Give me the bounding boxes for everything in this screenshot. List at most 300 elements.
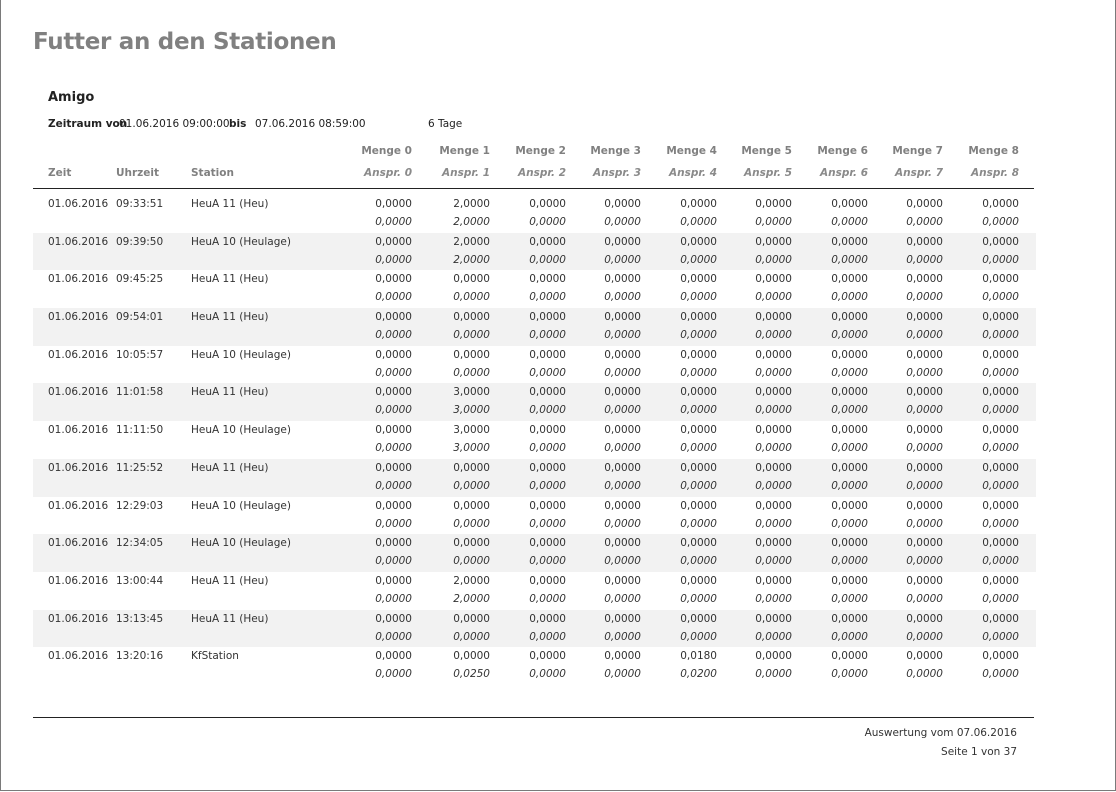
table-row — [33, 195, 1036, 233]
cell-anspr-4: 0,0000 — [680, 404, 717, 417]
cell-menge-1: 0,0000 — [453, 273, 490, 286]
cell-menge-3: 0,0000 — [604, 574, 641, 587]
cell-menge-5: 0,0000 — [755, 235, 792, 248]
cell-anspr-1: 0,0000 — [453, 479, 490, 492]
cell-anspr-5: 0,0000 — [755, 216, 792, 228]
cell-time: 09:39:50 — [116, 235, 164, 248]
cell-anspr-1: 0,0000 — [453, 291, 490, 304]
cell-anspr-1: 2,0000 — [453, 592, 490, 605]
cell-menge-2: 0,0000 — [529, 537, 566, 550]
cell-menge-4: 0,0000 — [680, 348, 717, 361]
cell-menge-2: 0,0000 — [529, 311, 566, 324]
cell-anspr-6: 0,0000 — [831, 668, 868, 681]
cell-menge-5: 0,0000 — [755, 461, 792, 474]
cell-anspr-3: 0,0000 — [604, 329, 641, 342]
cell-time: 13:13:45 — [116, 612, 164, 625]
cell-anspr-6: 0,0000 — [831, 442, 868, 455]
cell-anspr-7: 0,0000 — [906, 366, 943, 379]
cell-menge-1: 3,0000 — [453, 386, 490, 399]
cell-anspr-5: 0,0000 — [755, 517, 792, 530]
col-header-anspr-7: Anspr. 7 — [895, 167, 943, 179]
table-row — [33, 534, 1036, 572]
cell-menge-2: 0,0000 — [529, 612, 566, 625]
cell-anspr-8: 0,0000 — [982, 517, 1019, 530]
cell-menge-0: 0,0000 — [375, 574, 412, 587]
cell-menge-8: 0,0000 — [982, 650, 1019, 663]
cell-menge-0: 0,0000 — [375, 348, 412, 361]
cell-menge-1: 0,0000 — [453, 461, 490, 474]
cell-anspr-1: 0,0250 — [453, 668, 490, 681]
cell-anspr-4: 0,0000 — [680, 630, 717, 643]
cell-menge-1: 0,0000 — [453, 499, 490, 512]
cell-anspr-5: 0,0000 — [755, 253, 792, 266]
cell-menge-7: 0,0000 — [906, 537, 943, 550]
cell-menge-5: 0,0000 — [755, 574, 792, 587]
cell-anspr-6: 0,0000 — [831, 592, 868, 605]
table-row — [33, 383, 1036, 421]
table-row — [33, 233, 1036, 271]
cell-anspr-5: 0,0000 — [755, 592, 792, 605]
cell-anspr-7: 0,0000 — [906, 517, 943, 530]
cell-menge-0: 0,0000 — [375, 499, 412, 512]
cell-menge-0: 0,0000 — [375, 235, 412, 248]
cell-anspr-4: 0,0200 — [680, 668, 717, 681]
cell-anspr-0: 0,0000 — [375, 442, 412, 455]
cell-menge-0: 0,0000 — [375, 537, 412, 550]
cell-menge-5: 0,0000 — [755, 311, 792, 324]
cell-station: HeuA 10 (Heulage) — [191, 424, 291, 437]
cell-menge-7: 0,0000 — [906, 273, 943, 286]
cell-anspr-2: 0,0000 — [529, 479, 566, 492]
cell-menge-7: 0,0000 — [906, 311, 943, 324]
animal-name: Amigo — [48, 90, 95, 105]
cell-anspr-6: 0,0000 — [831, 366, 868, 379]
cell-anspr-4: 0,0000 — [680, 479, 717, 492]
cell-time: 10:05:57 — [116, 348, 164, 361]
cell-menge-0: 0,0000 — [375, 461, 412, 474]
cell-menge-5: 0,0000 — [755, 386, 792, 399]
cell-anspr-1: 0,0000 — [453, 555, 490, 568]
table-row — [33, 459, 1036, 497]
cell-menge-0: 0,0000 — [375, 650, 412, 663]
table-row — [33, 647, 1036, 685]
cell-anspr-2: 0,0000 — [529, 366, 566, 379]
col-header-anspr-0: Anspr. 0 — [364, 167, 412, 179]
cell-anspr-6: 0,0000 — [831, 329, 868, 342]
cell-date: 01.06.2016 — [48, 235, 109, 248]
cell-anspr-5: 0,0000 — [755, 366, 792, 379]
cell-anspr-7: 0,0000 — [906, 216, 943, 228]
cell-menge-0: 0,0000 — [375, 311, 412, 324]
cell-anspr-3: 0,0000 — [604, 404, 641, 417]
table-row — [33, 346, 1036, 384]
cell-menge-8: 0,0000 — [982, 574, 1019, 587]
cell-anspr-1: 0,0000 — [453, 366, 490, 379]
cell-menge-3: 0,0000 — [604, 424, 641, 437]
cell-anspr-3: 0,0000 — [604, 479, 641, 492]
cell-anspr-3: 0,0000 — [604, 216, 641, 228]
cell-menge-3: 0,0000 — [604, 198, 641, 210]
cell-menge-7: 0,0000 — [906, 235, 943, 248]
cell-anspr-6: 0,0000 — [831, 216, 868, 228]
cell-anspr-2: 0,0000 — [529, 668, 566, 681]
cell-anspr-3: 0,0000 — [604, 592, 641, 605]
cell-anspr-3: 0,0000 — [604, 668, 641, 681]
col-header-menge-0: Menge 0 — [361, 145, 412, 157]
cell-anspr-7: 0,0000 — [906, 630, 943, 643]
cell-anspr-4: 0,0000 — [680, 517, 717, 530]
cell-menge-6: 0,0000 — [831, 461, 868, 474]
cell-menge-2: 0,0000 — [529, 650, 566, 663]
cell-anspr-8: 0,0000 — [982, 555, 1019, 568]
cell-menge-7: 0,0000 — [906, 386, 943, 399]
cell-anspr-4: 0,0000 — [680, 329, 717, 342]
cell-anspr-4: 0,0000 — [680, 291, 717, 304]
cell-anspr-0: 0,0000 — [375, 668, 412, 681]
evaluation-date: Auswertung vom 07.06.2016 — [864, 727, 1017, 739]
cell-anspr-2: 0,0000 — [529, 442, 566, 455]
cell-anspr-0: 0,0000 — [375, 253, 412, 266]
cell-anspr-8: 0,0000 — [982, 253, 1019, 266]
cell-anspr-0: 0,0000 — [375, 366, 412, 379]
cell-station: HeuA 11 (Heu) — [191, 612, 269, 625]
table-row — [33, 270, 1036, 308]
col-header-anspr-1: Anspr. 1 — [442, 167, 490, 179]
cell-station: HeuA 11 (Heu) — [191, 273, 269, 286]
cell-date: 01.06.2016 — [48, 348, 109, 361]
cell-anspr-8: 0,0000 — [982, 366, 1019, 379]
cell-anspr-1: 3,0000 — [453, 442, 490, 455]
cell-date: 01.06.2016 — [48, 612, 109, 625]
cell-anspr-8: 0,0000 — [982, 404, 1019, 417]
cell-menge-2: 0,0000 — [529, 461, 566, 474]
cell-anspr-5: 0,0000 — [755, 479, 792, 492]
cell-menge-4: 0,0000 — [680, 612, 717, 625]
cell-anspr-6: 0,0000 — [831, 555, 868, 568]
cell-date: 01.06.2016 — [48, 499, 109, 512]
cell-menge-1: 2,0000 — [453, 574, 490, 587]
cell-anspr-6: 0,0000 — [831, 291, 868, 304]
cell-time: 11:25:52 — [116, 461, 164, 474]
cell-anspr-7: 0,0000 — [906, 404, 943, 417]
cell-date: 01.06.2016 — [48, 461, 109, 474]
cell-anspr-4: 0,0000 — [680, 366, 717, 379]
data-table-body — [33, 195, 1036, 685]
cell-station: HeuA 10 (Heulage) — [191, 348, 291, 361]
cell-menge-6: 0,0000 — [831, 235, 868, 248]
cell-time: 12:34:05 — [116, 537, 164, 550]
col-header-station: Station — [191, 167, 234, 179]
cell-menge-5: 0,0000 — [755, 537, 792, 550]
period-line — [48, 118, 548, 134]
cell-anspr-5: 0,0000 — [755, 291, 792, 304]
cell-menge-3: 0,0000 — [604, 386, 641, 399]
cell-menge-6: 0,0000 — [831, 499, 868, 512]
cell-anspr-1: 2,0000 — [453, 216, 490, 228]
period-duration: 6 Tage — [428, 118, 463, 130]
cell-menge-3: 0,0000 — [604, 311, 641, 324]
cell-anspr-8: 0,0000 — [982, 668, 1019, 681]
cell-anspr-5: 0,0000 — [755, 668, 792, 681]
cell-anspr-6: 0,0000 — [831, 479, 868, 492]
cell-anspr-4: 0,0000 — [680, 442, 717, 455]
cell-anspr-4: 0,0000 — [680, 555, 717, 568]
cell-station: KfStation — [191, 650, 239, 663]
cell-menge-3: 0,0000 — [604, 235, 641, 248]
cell-menge-1: 0,0000 — [453, 650, 490, 663]
cell-anspr-2: 0,0000 — [529, 592, 566, 605]
period-from-value: 01.06.2016 09:00:00 — [119, 118, 230, 130]
cell-anspr-3: 0,0000 — [604, 555, 641, 568]
cell-anspr-2: 0,0000 — [529, 291, 566, 304]
cell-menge-8: 0,0000 — [982, 311, 1019, 324]
col-header-anspr-6: Anspr. 6 — [820, 167, 868, 179]
cell-anspr-8: 0,0000 — [982, 216, 1019, 228]
cell-menge-8: 0,0000 — [982, 198, 1019, 210]
cell-menge-8: 0,0000 — [982, 537, 1019, 550]
cell-menge-5: 0,0000 — [755, 499, 792, 512]
cell-menge-1: 0,0000 — [453, 537, 490, 550]
cell-anspr-7: 0,0000 — [906, 291, 943, 304]
cell-date: 01.06.2016 — [48, 311, 109, 324]
cell-anspr-8: 0,0000 — [982, 291, 1019, 304]
cell-date: 01.06.2016 — [48, 537, 109, 550]
cell-anspr-3: 0,0000 — [604, 442, 641, 455]
period-to-label: bis — [229, 118, 247, 130]
cell-station: HeuA 10 (Heulage) — [191, 499, 291, 512]
cell-anspr-0: 0,0000 — [375, 404, 412, 417]
col-header-menge-6: Menge 6 — [817, 145, 868, 157]
cell-anspr-7: 0,0000 — [906, 329, 943, 342]
cell-anspr-2: 0,0000 — [529, 329, 566, 342]
cell-menge-0: 0,0000 — [375, 273, 412, 286]
col-header-anspr-2: Anspr. 2 — [518, 167, 566, 179]
cell-anspr-7: 0,0000 — [906, 668, 943, 681]
col-header-anspr-4: Anspr. 4 — [669, 167, 717, 179]
cell-menge-6: 0,0000 — [831, 273, 868, 286]
cell-menge-6: 0,0000 — [831, 348, 868, 361]
cell-menge-2: 0,0000 — [529, 348, 566, 361]
cell-menge-0: 0,0000 — [375, 386, 412, 399]
cell-menge-0: 0,0000 — [375, 424, 412, 437]
col-header-anspr-3: Anspr. 3 — [593, 167, 641, 179]
cell-menge-0: 0,0000 — [375, 198, 412, 210]
cell-date: 01.06.2016 — [48, 198, 109, 210]
cell-menge-3: 0,0000 — [604, 650, 641, 663]
cell-anspr-8: 0,0000 — [982, 442, 1019, 455]
cell-menge-8: 0,0000 — [982, 424, 1019, 437]
cell-menge-4: 0,0000 — [680, 537, 717, 550]
cell-menge-7: 0,0000 — [906, 574, 943, 587]
col-header-menge-7: Menge 7 — [892, 145, 943, 157]
cell-anspr-7: 0,0000 — [906, 442, 943, 455]
cell-menge-5: 0,0000 — [755, 650, 792, 663]
cell-menge-8: 0,0000 — [982, 348, 1019, 361]
cell-menge-8: 0,0000 — [982, 461, 1019, 474]
cell-menge-2: 0,0000 — [529, 424, 566, 437]
cell-anspr-8: 0,0000 — [982, 630, 1019, 643]
cell-date: 01.06.2016 — [48, 574, 109, 587]
cell-station: HeuA 10 (Heulage) — [191, 537, 291, 550]
cell-anspr-5: 0,0000 — [755, 404, 792, 417]
cell-date: 01.06.2016 — [48, 386, 109, 399]
cell-time: 12:29:03 — [116, 499, 164, 512]
col-header-zeit: Zeit — [48, 167, 72, 179]
cell-menge-4: 0,0000 — [680, 198, 717, 210]
cell-menge-4: 0,0000 — [680, 235, 717, 248]
cell-menge-7: 0,0000 — [906, 612, 943, 625]
cell-anspr-2: 0,0000 — [529, 630, 566, 643]
cell-menge-5: 0,0000 — [755, 348, 792, 361]
footer-rule — [33, 717, 1034, 718]
cell-menge-2: 0,0000 — [529, 499, 566, 512]
table-row — [33, 572, 1036, 610]
cell-menge-7: 0,0000 — [906, 499, 943, 512]
cell-anspr-7: 0,0000 — [906, 592, 943, 605]
cell-menge-3: 0,0000 — [604, 348, 641, 361]
cell-anspr-5: 0,0000 — [755, 329, 792, 342]
cell-anspr-3: 0,0000 — [604, 366, 641, 379]
cell-anspr-8: 0,0000 — [982, 329, 1019, 342]
col-header-menge-1: Menge 1 — [439, 145, 490, 157]
cell-menge-1: 3,0000 — [453, 424, 490, 437]
cell-date: 01.06.2016 — [48, 424, 109, 437]
cell-menge-4: 0,0000 — [680, 461, 717, 474]
cell-anspr-2: 0,0000 — [529, 555, 566, 568]
cell-menge-6: 0,0000 — [831, 650, 868, 663]
cell-station: HeuA 11 (Heu) — [191, 311, 269, 324]
col-header-anspr-5: Anspr. 5 — [744, 167, 792, 179]
col-header-uhrzeit: Uhrzeit — [116, 167, 160, 179]
cell-menge-1: 2,0000 — [453, 235, 490, 248]
cell-anspr-2: 0,0000 — [529, 404, 566, 417]
cell-date: 01.06.2016 — [48, 273, 109, 286]
cell-menge-7: 0,0000 — [906, 650, 943, 663]
cell-time: 13:20:16 — [116, 650, 164, 663]
cell-menge-4: 0,0000 — [680, 386, 717, 399]
cell-anspr-1: 2,0000 — [453, 253, 490, 266]
cell-anspr-7: 0,0000 — [906, 555, 943, 568]
cell-anspr-1: 0,0000 — [453, 329, 490, 342]
cell-time: 09:33:51 — [116, 198, 164, 210]
cell-time: 09:45:25 — [116, 273, 164, 286]
cell-menge-5: 0,0000 — [755, 612, 792, 625]
cell-menge-7: 0,0000 — [906, 424, 943, 437]
cell-menge-6: 0,0000 — [831, 612, 868, 625]
cell-menge-4: 0,0000 — [680, 424, 717, 437]
cell-menge-4: 0,0000 — [680, 574, 717, 587]
cell-menge-8: 0,0000 — [982, 235, 1019, 248]
report-title: Futter an den Stationen — [33, 29, 337, 55]
cell-menge-4: 0,0000 — [680, 499, 717, 512]
cell-anspr-8: 0,0000 — [982, 592, 1019, 605]
cell-time: 09:54:01 — [116, 311, 164, 324]
col-header-menge-8: Menge 8 — [968, 145, 1019, 157]
cell-menge-6: 0,0000 — [831, 574, 868, 587]
cell-anspr-0: 0,0000 — [375, 630, 412, 643]
cell-menge-6: 0,0000 — [831, 311, 868, 324]
col-header-anspr-8: Anspr. 8 — [971, 167, 1019, 179]
cell-date: 01.06.2016 — [48, 650, 109, 663]
cell-anspr-2: 0,0000 — [529, 216, 566, 228]
cell-anspr-0: 0,0000 — [375, 291, 412, 304]
cell-anspr-0: 0,0000 — [375, 329, 412, 342]
cell-station: HeuA 11 (Heu) — [191, 386, 269, 399]
cell-menge-6: 0,0000 — [831, 198, 868, 210]
cell-anspr-2: 0,0000 — [529, 253, 566, 266]
cell-anspr-3: 0,0000 — [604, 253, 641, 266]
cell-anspr-0: 0,0000 — [375, 555, 412, 568]
cell-anspr-0: 0,0000 — [375, 592, 412, 605]
cell-menge-6: 0,0000 — [831, 537, 868, 550]
cell-menge-7: 0,0000 — [906, 461, 943, 474]
cell-menge-8: 0,0000 — [982, 273, 1019, 286]
cell-menge-5: 0,0000 — [755, 198, 792, 210]
cell-menge-8: 0,0000 — [982, 499, 1019, 512]
cell-anspr-0: 0,0000 — [375, 216, 412, 228]
cell-anspr-0: 0,0000 — [375, 479, 412, 492]
cell-anspr-1: 3,0000 — [453, 404, 490, 417]
cell-anspr-6: 0,0000 — [831, 517, 868, 530]
cell-menge-4: 0,0180 — [680, 650, 717, 663]
cell-anspr-3: 0,0000 — [604, 630, 641, 643]
cell-station: HeuA 11 (Heu) — [191, 198, 269, 210]
cell-time: 13:00:44 — [116, 574, 164, 587]
cell-anspr-3: 0,0000 — [604, 291, 641, 304]
cell-station: HeuA 11 (Heu) — [191, 461, 269, 474]
cell-anspr-3: 0,0000 — [604, 517, 641, 530]
cell-menge-0: 0,0000 — [375, 612, 412, 625]
cell-anspr-6: 0,0000 — [831, 253, 868, 266]
cell-menge-3: 0,0000 — [604, 461, 641, 474]
cell-anspr-5: 0,0000 — [755, 442, 792, 455]
cell-anspr-7: 0,0000 — [906, 253, 943, 266]
cell-menge-6: 0,0000 — [831, 386, 868, 399]
cell-menge-5: 0,0000 — [755, 273, 792, 286]
cell-anspr-1: 0,0000 — [453, 630, 490, 643]
col-header-menge-2: Menge 2 — [515, 145, 566, 157]
cell-menge-3: 0,0000 — [604, 612, 641, 625]
period-from-label: Zeitraum von — [48, 118, 128, 130]
cell-menge-8: 0,0000 — [982, 612, 1019, 625]
table-row — [33, 308, 1036, 346]
cell-anspr-4: 0,0000 — [680, 216, 717, 228]
cell-time: 11:11:50 — [116, 424, 164, 437]
cell-menge-1: 2,0000 — [453, 198, 490, 210]
cell-menge-2: 0,0000 — [529, 235, 566, 248]
cell-menge-1: 0,0000 — [453, 311, 490, 324]
header-rule — [33, 188, 1034, 189]
cell-anspr-7: 0,0000 — [906, 479, 943, 492]
cell-anspr-4: 0,0000 — [680, 253, 717, 266]
col-header-menge-4: Menge 4 — [666, 145, 717, 157]
cell-menge-6: 0,0000 — [831, 424, 868, 437]
table-row — [33, 497, 1036, 535]
cell-anspr-2: 0,0000 — [529, 517, 566, 530]
cell-time: 11:01:58 — [116, 386, 164, 399]
period-to-value: 07.06.2016 08:59:00 — [255, 118, 366, 130]
table-row — [33, 421, 1036, 459]
cell-menge-1: 0,0000 — [453, 348, 490, 361]
cell-anspr-1: 0,0000 — [453, 517, 490, 530]
cell-menge-3: 0,0000 — [604, 273, 641, 286]
cell-anspr-6: 0,0000 — [831, 630, 868, 643]
cell-menge-4: 0,0000 — [680, 273, 717, 286]
page-number: Seite 1 von 37 — [941, 746, 1017, 758]
cell-menge-7: 0,0000 — [906, 198, 943, 210]
cell-menge-5: 0,0000 — [755, 424, 792, 437]
cell-menge-3: 0,0000 — [604, 537, 641, 550]
